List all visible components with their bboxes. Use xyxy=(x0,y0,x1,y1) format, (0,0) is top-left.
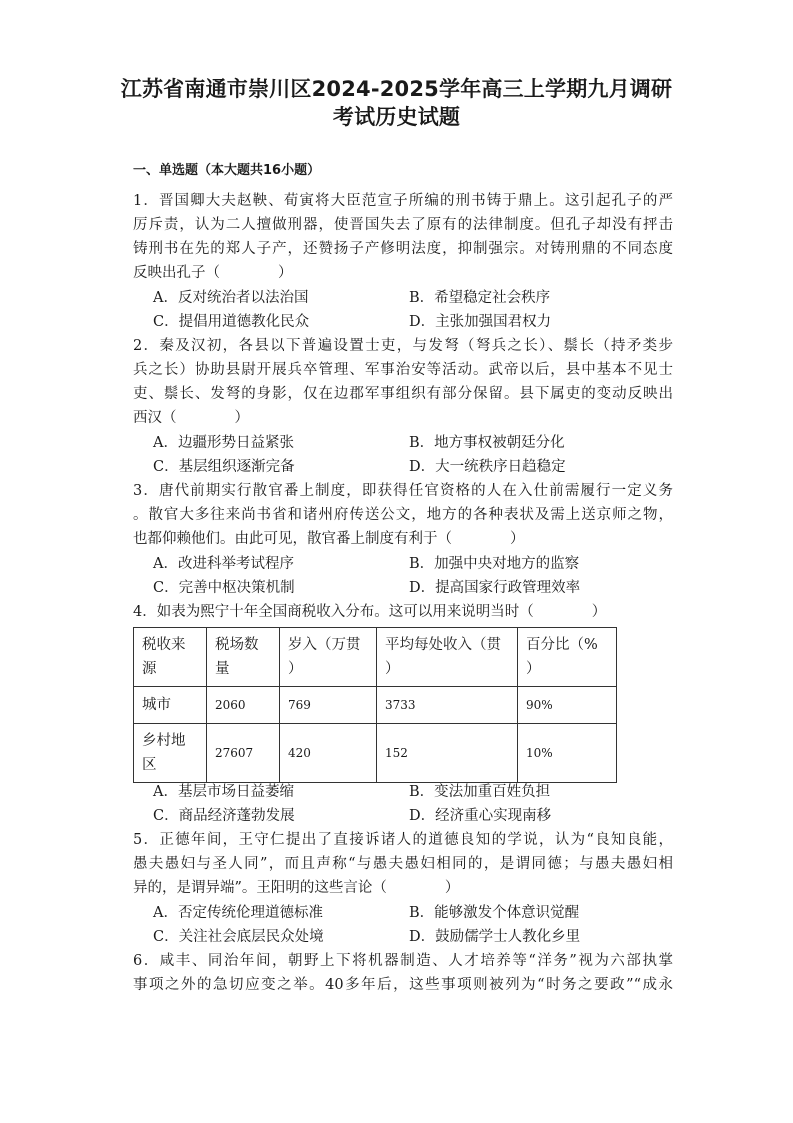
question-2-line-2: 兵之长）协助县尉开展兵卒管理、军事治安等活动。武帝以后，县中基本不见士 xyxy=(133,362,673,378)
question-1-option-b: B．希望稳定社会秩序 xyxy=(409,290,551,306)
table-cell: 769 xyxy=(280,687,377,724)
question-4-option-d: D．经济重心实现南移 xyxy=(409,808,552,824)
table-row xyxy=(134,687,617,724)
table-header-cell: 平均每处收入（贯 ） xyxy=(377,628,518,687)
table-cell: 3733 xyxy=(377,687,518,724)
question-2-option-b: B．地方事权被朝廷分化 xyxy=(409,435,565,451)
table-cell: 420 xyxy=(280,724,377,783)
table-cell: 90% xyxy=(518,687,617,724)
question-5-option-a: A．否定传统伦理道德标准 xyxy=(153,905,323,921)
question-3-option-a: A．改进科举考试程序 xyxy=(153,556,294,572)
question-3-line-3: 也都仰赖他们。由此可见，散官番上制度有利于（ ） xyxy=(133,531,525,547)
table-cell: 152 xyxy=(377,724,518,783)
question-2-option-a: A．边疆形势日益紧张 xyxy=(153,435,294,451)
question-1-line-3: 铸刑书在先的郑人子产，还赞扬子产修明法度，抑制强宗。对铸刑鼎的不同态度 xyxy=(133,241,673,257)
question-1-option-c: C．提倡用道德教化民众 xyxy=(153,314,310,330)
table-cell: 2060 xyxy=(207,687,280,724)
table-row xyxy=(134,724,617,783)
table-cell: 城市 xyxy=(134,687,207,724)
question-2-line-1: 2．秦及汉初，各县以下普遍设置士吏，与发弩（弩兵之长）、鬃长（持矛类步 xyxy=(133,338,673,354)
table-header-cell: 百分比（% ） xyxy=(518,628,617,687)
question-1-line-4: 反映出孔子（ ） xyxy=(133,265,293,281)
table-header-cell: 税收来 源 xyxy=(134,628,207,687)
question-4-option-a: A．基层市场日益萎缩 xyxy=(153,784,294,800)
table-cell: 27607 xyxy=(207,724,280,783)
question-5-line-3: 异的，是谓异端”。王阳明的这些言论（ ） xyxy=(133,880,460,896)
question-3-line-2: 。散官大多往来尚书省和诸州府传送公文，地方的各种表状及需上送京师之物， xyxy=(133,507,673,523)
question-3-option-d: D．提高国家行政管理效率 xyxy=(409,580,581,596)
question-1-option-d: D．主张加强国君权力 xyxy=(409,314,552,330)
table-cell: 10% xyxy=(518,724,617,783)
table-header-cell: 岁入（万贯 ） xyxy=(280,628,377,687)
table-header-cell: 税场数 量 xyxy=(207,628,280,687)
question-6-line-1: 6．咸丰、同治年间，朝野上下将机器制造、人才培养等“洋务”视为六部执掌 xyxy=(133,953,673,969)
section-heading: 一、单选题（本大题共16小题） xyxy=(133,163,321,178)
question-3-line-1: 3．唐代前期实行散官番上制度，即获得任官资格的人在入仕前需履行一定义务 xyxy=(133,483,673,499)
page-title-line-2: 考试历史试题 xyxy=(332,105,461,129)
table-header-row xyxy=(134,628,617,687)
question-5-line-2: 愚夫愚妇与圣人同”，而且声称“与愚夫愚妇相同的，是谓同德；与愚夫愚妇相 xyxy=(133,856,673,872)
question-1-line-1: 1．晋国卿大夫赵鞅、荀寅将大臣范宣子所编的刑书铸于鼎上。这引起孔子的严 xyxy=(133,193,673,209)
question-1-line-2: 厉斥责，认为二人擅做刑器，使晋国失去了原有的法律制度。但孔子却没有抨击 xyxy=(133,217,673,233)
question-5-line-1: 5．正德年间，王守仁提出了直接诉诸人的道德良知的学说，认为“良知良能， xyxy=(133,832,673,848)
question-3-option-c: C．完善中枢决策机制 xyxy=(153,580,295,596)
tax-revenue-table xyxy=(133,627,617,783)
question-2-option-c: C．基层组织逐渐完备 xyxy=(153,459,295,475)
question-4-line-1: 4．如表为熙宁十年全国商税收入分布。这可以用来说明当时（ ） xyxy=(133,604,607,620)
table-cell: 乡村地 区 xyxy=(134,724,207,783)
question-2-option-d: D．大一统秩序日趋稳定 xyxy=(409,459,566,475)
question-6-line-2: 事项之外的急切应变之举。40多年后，这些事项则被列为“时务之要政”“成永 xyxy=(133,977,673,993)
question-5-option-b: B．能够激发个体意识觉醒 xyxy=(409,905,580,921)
question-5-option-d: D．鼓励儒学士人教化乡里 xyxy=(409,929,581,945)
question-1-option-a: A．反对统治者以法治国 xyxy=(153,290,309,306)
question-4-option-b: B．变法加重百姓负担 xyxy=(409,784,551,800)
question-4-option-c: C．商品经济蓬勃发展 xyxy=(153,808,295,824)
question-3-option-b: B．加强中央对地方的监察 xyxy=(409,556,580,572)
page-title-line-1: 江苏省南通市崇川区2024-2025学年高三上学期九月调研 xyxy=(120,77,673,101)
question-5-option-c: C．关注社会底层民众处境 xyxy=(153,929,324,945)
question-2-line-3: 吏、鬃长、发弩的身影，仅在边郡军事组织有部分保留。县下属吏的变动反映出 xyxy=(133,386,673,402)
question-2-line-4: 西汉（ ） xyxy=(133,410,249,426)
